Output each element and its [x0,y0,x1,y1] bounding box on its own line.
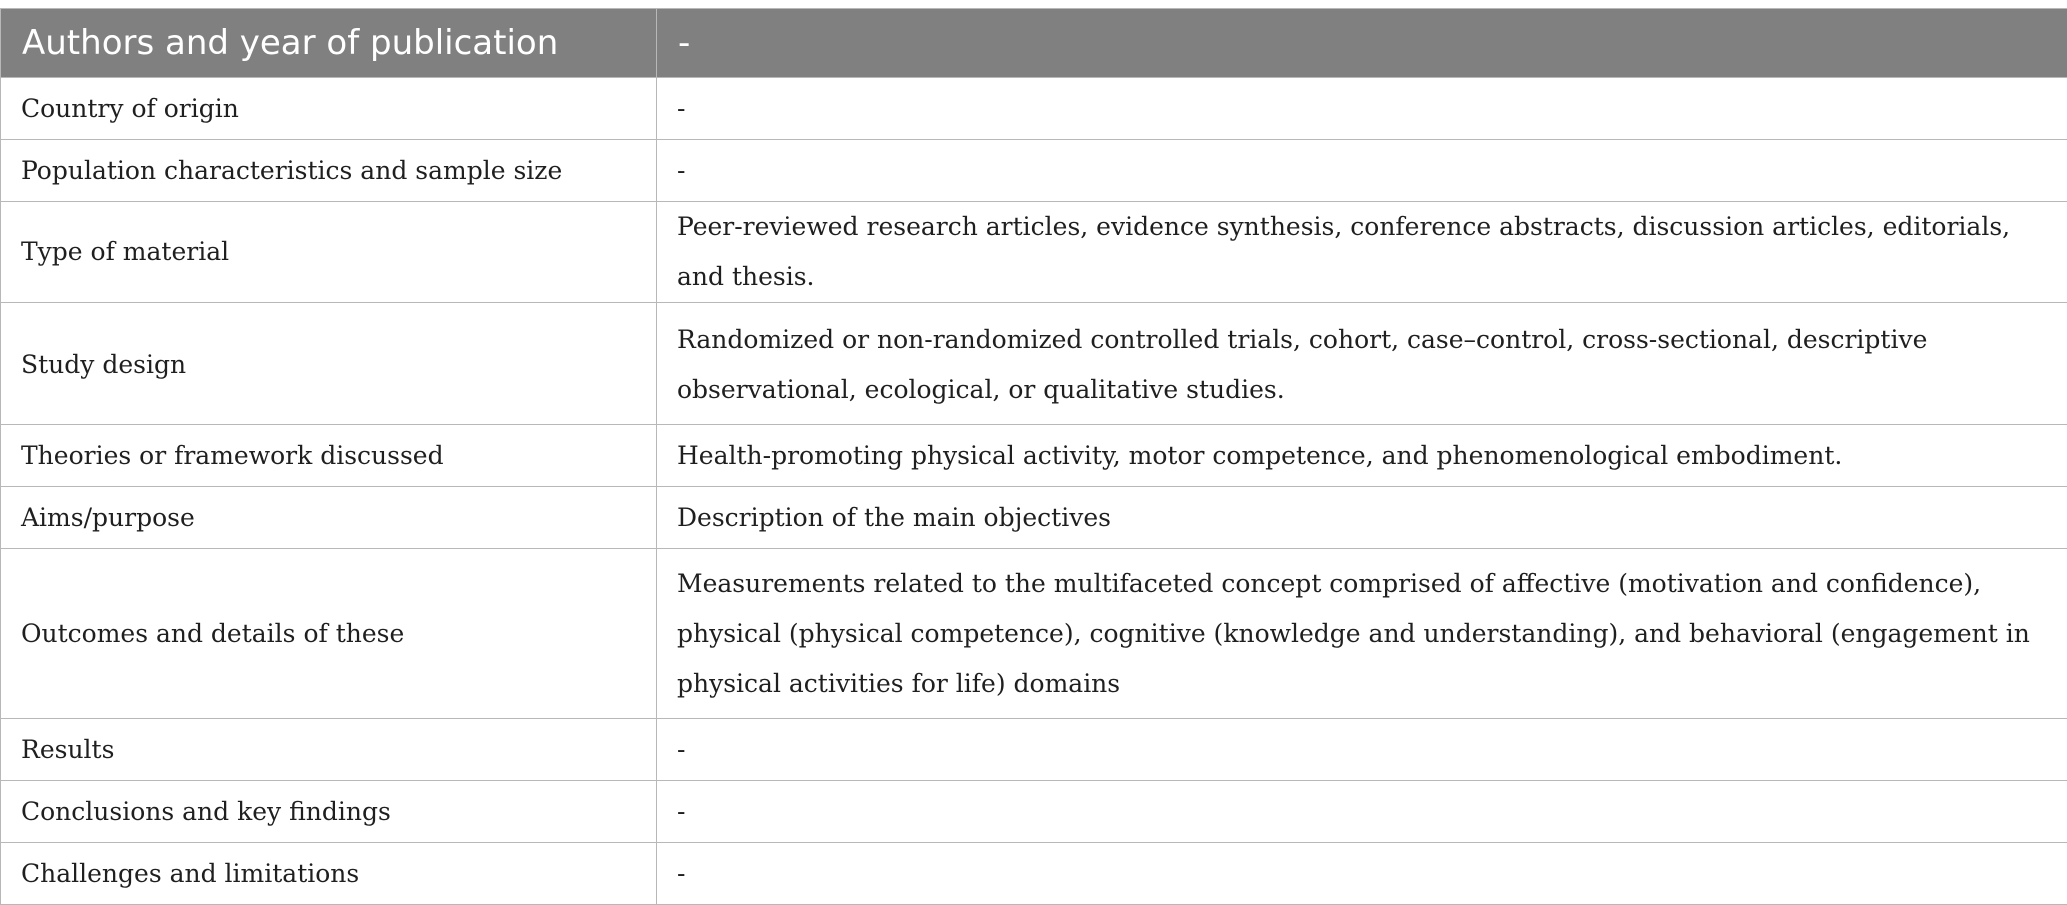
table-header-row [1,9,2067,78]
table-row [1,843,2067,905]
row-value-outcomes: Measurements related to the multifaceted concept comprised of affective (motivation and confidence), physical (physical competence), cognitive (knowledge and understanding), and behavioral (engagement in physical activities for life) domains [657,549,2067,719]
row-label-results: Results [1,719,657,781]
table-row [1,78,2067,140]
row-value-aims: Description of the main objectives [657,487,2067,549]
row-label-aims: Aims/purpose [1,487,657,549]
row-label-material: Type of material [1,202,657,303]
row-label-country: Country of origin [1,78,657,140]
row-value-conclusions: - [657,781,2067,843]
row-value-population: - [657,140,2067,202]
row-label-study-design: Study design [1,303,657,425]
table-row [1,202,2067,303]
row-label-conclusions: Conclusions and key findings [1,781,657,843]
header-value: - [657,9,2067,78]
row-value-theories: Health-promoting physical activity, motor competence, and phenomenological embodiment. [657,425,2067,487]
table-row [1,549,2067,719]
table-row [1,781,2067,843]
data-charting-table [0,8,2067,905]
row-value-challenges: - [657,843,2067,905]
table-row [1,140,2067,202]
table-row [1,487,2067,549]
row-label-population: Population characteristics and sample size [1,140,657,202]
header-authors-year: Authors and year of publication [1,9,657,78]
data-charting-table-container [0,8,2067,905]
row-label-outcomes: Outcomes and details of these [1,549,657,719]
table-row [1,425,2067,487]
row-label-theories: Theories or framework discussed [1,425,657,487]
row-value-study-design: Randomized or non-randomized controlled trials, cohort, case–control, cross-sectional, descriptive observational, ecological, or qualitative studies. [657,303,2067,425]
table-row [1,719,2067,781]
row-value-country: - [657,78,2067,140]
row-value-material: Peer-reviewed research articles, evidence synthesis, conference abstracts, discussion articles, editorials, and thesis. [657,202,2067,303]
row-label-challenges: Challenges and limitations [1,843,657,905]
table-row [1,303,2067,425]
row-value-results: - [657,719,2067,781]
